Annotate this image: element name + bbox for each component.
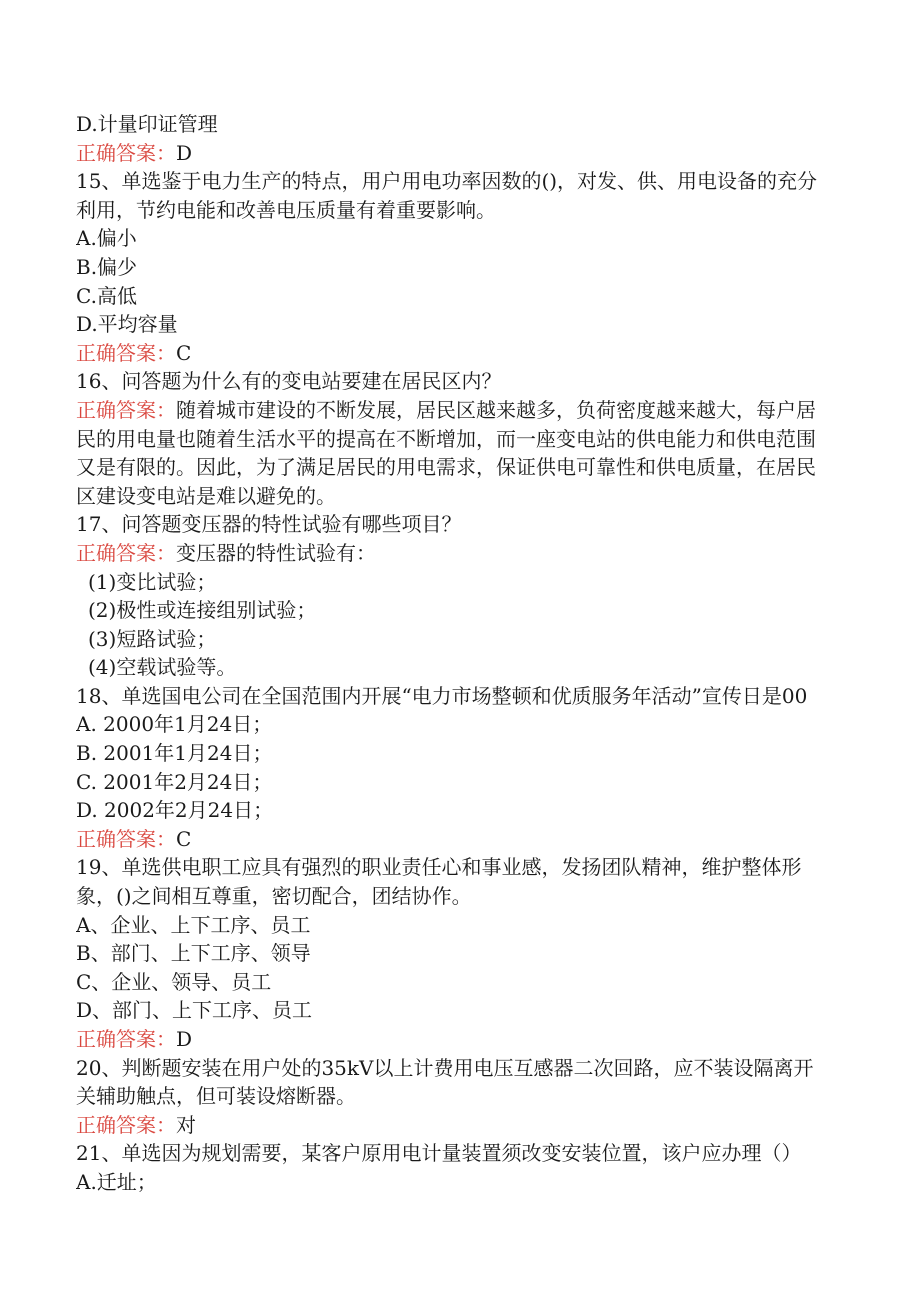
q15-stem-line1: 15、单选鉴于电力生产的特点，用户用电功率因数的()，对发、供、用电设备的充分: [76, 169, 818, 194]
q21-stem: 21、单选因为规划需要，某客户原用电计量装置须改变安装位置，该户应办理（）: [76, 1141, 802, 1166]
q15-option-a: A.偏小: [76, 226, 137, 251]
q16-answer-line4: 区建设变电站是难以避免的。: [76, 483, 336, 508]
q17-stem: 17、问答题变压器的特性试验有哪些项目？: [76, 512, 462, 537]
q14-option-d: D.计量印证管理: [76, 112, 218, 136]
answer-label: 正确答案：: [76, 1112, 176, 1137]
q20-answer: 对: [176, 1112, 196, 1137]
answer-label: 正确答案：: [76, 1027, 176, 1051]
q19-answer-line: [76, 1025, 836, 1054]
q14-answer-line: [76, 139, 836, 168]
q17-answer-line: [76, 539, 836, 568]
q16-stem: 16、问答题为什么有的变电站要建在居民区内？: [76, 369, 502, 394]
q18-stem: 18、单选国电公司在全国范围内开展“电力市场整顿和优质服务年活动”宣传日是00: [76, 683, 808, 708]
q16-answer-text1: 随着城市建设的不断发展，居民区越来越多，负荷密度越来越大，每户居: [176, 397, 816, 422]
q15-answer: C: [176, 340, 192, 365]
q17-item-2: (2)极性或连接组别试验；: [88, 598, 317, 623]
q19-stem-line2: 象，()之间相互尊重，密切配合，团结协作。: [76, 884, 472, 909]
answer-label: 正确答案：: [76, 140, 176, 165]
q15-option-b: B.偏少: [76, 254, 138, 279]
q19-option-b: B、部门、上下工序、领导: [76, 941, 311, 966]
q19-option-a: A、企业、上下工序、员工: [76, 912, 311, 937]
q16-answer-line2: 民的用电量也随着生活水平的提高在不断增加，而一座变电站的供电能力和供电范围: [76, 426, 816, 451]
q16-answer-line3: 又是有限的。因此，为了满足居民的用电需求，保证供电可靠性和供电质量，在居民: [76, 455, 816, 480]
answer-label: 正确答案：: [76, 826, 176, 851]
q19-option-c: C、企业、领导、员工: [76, 969, 272, 994]
q20-stem-line2: 关辅助触点，但可装设熔断器。: [76, 1084, 356, 1109]
answer-label: 正确答案：: [76, 397, 176, 422]
q18-option-d: D. 2002年2月24日；: [76, 798, 274, 823]
q17-item-3: (3)短路试验；: [88, 626, 217, 651]
q19-answer: D: [176, 1027, 193, 1051]
q15-answer-line: [76, 339, 836, 368]
q18-answer-line: [76, 825, 836, 854]
q19-stem-line1: 19、单选供电职工应具有强烈的职业责任心和事业感，发扬团队精神，维护整体形: [76, 855, 802, 880]
q15-option-d: D.平均容量: [76, 312, 178, 337]
q20-stem-line1: 20、判断题安装在用户处的35kV以上计费用电压互感器二次回路，应不装设隔离开: [76, 1055, 814, 1080]
document-page: [76, 110, 836, 1197]
q17-answer-intro: 变压器的特性试验有：: [176, 540, 376, 565]
q15-option-c: C.高低: [76, 283, 137, 308]
q18-option-a: A. 2000年1月24日；: [76, 712, 273, 737]
q17-item-1: (1)变比试验；: [88, 569, 217, 594]
q18-answer: C: [176, 826, 192, 851]
answer-label: 正确答案：: [76, 340, 176, 365]
q14-answer: D: [176, 140, 193, 165]
q18-option-c: C. 2001年2月24日；: [76, 769, 273, 794]
q18-option-b: B. 2001年1月24日；: [76, 741, 273, 766]
q21-option-a: A.迁址；: [76, 1169, 157, 1194]
q20-answer-line: [76, 1111, 836, 1140]
q16-answer-line1: [76, 396, 836, 425]
q19-option-d: D、部门、上下工序、员工: [76, 998, 313, 1023]
answer-label: 正确答案：: [76, 540, 176, 565]
q17-item-4: (4)空载试验等。: [88, 655, 237, 680]
q15-stem-line2: 利用，节约电能和改善电压质量有着重要影响。: [76, 197, 496, 222]
